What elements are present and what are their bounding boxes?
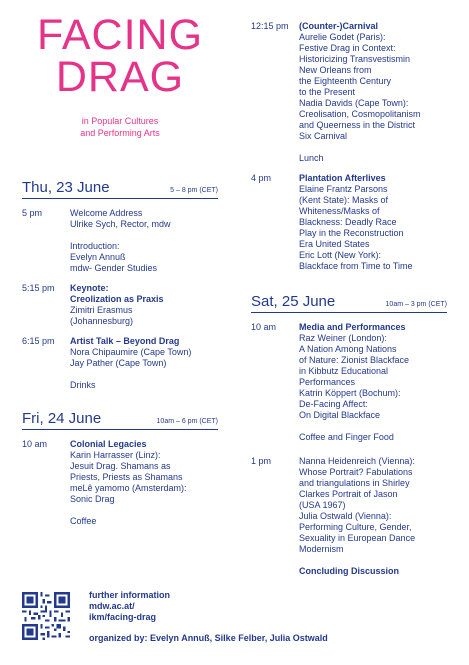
session-title: (Counter-)Carnival [299,21,379,31]
qr-code-icon[interactable] [22,592,70,640]
session-body [299,322,447,443]
day-title: Thu, 23 June [22,179,110,196]
session-title: Media and Performances [299,322,406,332]
day-hours: 5 – 8 pm (CET) [170,187,218,194]
subtitle-line-2: and Performing Arts [80,128,160,138]
time-label: 6:15 pm [22,336,55,346]
line: meLê yamomo (Amsterdam): [70,483,187,493]
line: Aurelie Godet (Paris): [299,32,386,42]
time-label: 4 pm [251,173,272,183]
line: the Eighteenth Century [299,76,392,86]
subtitle [20,115,220,139]
time-label: 5:15 pm [22,283,55,293]
left-column [22,180,218,527]
line: Julia Ostwald (Vienna): [299,511,392,521]
day-header-fri [22,411,218,430]
schedule-row [251,322,447,443]
schedule-row [22,336,218,391]
day-title: Sat, 25 June [251,293,336,310]
line: Blackness: Deadly Race [299,217,397,227]
line: (Kent State): Masks of [299,195,389,205]
further-information [89,590,170,623]
line: Festive Drag in Context: [299,43,396,53]
session-body [70,336,218,391]
line: Creolisation, Cosmopolitanism [299,109,421,119]
line: On Digital Blackface [299,410,381,420]
session-body [299,456,447,577]
time-label: 1 pm [251,456,272,466]
line: Nora Chipaumire (Cape Town) [70,347,192,357]
line: Modernism [299,544,344,554]
line: of Nature: Zionist Blackface [299,355,410,365]
line: and triangulations in Shirley [299,478,410,488]
schedule-row [251,173,447,272]
line: in Kibbutz Educational [299,366,389,376]
line: De-Facing Affect: [299,399,368,409]
line: Welcome Address [70,208,143,218]
further-link-path[interactable]: ikm/facing-drag [89,612,157,622]
line: Evelyn Annuß [70,252,126,262]
day-hours: 10am – 3 pm (CET) [385,301,447,308]
line: Eric Lott (New York): [299,250,382,260]
schedule-row [22,439,218,527]
session-body [299,173,447,272]
line: Jay Pather (Cape Town) [70,358,167,368]
line: Drinks [70,380,96,390]
line: Sonic Drag [70,494,115,504]
day-header-thu [22,180,218,199]
line: Elaine Frantz Parsons [299,184,388,194]
session-title: Colonial Legacies [70,439,147,449]
session-title: Plantation Afterlives [299,173,386,183]
day-title: Fri, 24 June [22,410,102,427]
line: (Johannesburg) [70,316,134,326]
line: to the Present [299,87,356,97]
line: Nanna Heidenreich (Vienna): [299,456,415,466]
time-label: 10 am [22,439,48,449]
line: Zimitri Erasmus [70,305,133,315]
session-body [70,283,218,327]
line: New Orleans from [299,65,372,75]
line: Introduction: [70,241,120,251]
title-line-2: DRAG [55,53,185,101]
session-body [299,21,447,164]
line: Sexuality in European Dance [299,533,416,543]
line: Blackface from Time to Time [299,261,413,271]
line: Clarkes Portrait of Jason [299,489,398,499]
line: (USA 1967) [299,500,346,510]
session-body [70,439,218,527]
subtitle-line-1: in Popular Cultures [81,116,159,126]
line: Whiteness/Masks of [299,206,380,216]
line: Karin Harrasser (Linz): [70,450,161,460]
line: mdw- Gender Studies [70,263,158,273]
time-label: 5 pm [22,208,43,218]
line: and Queerness in the District [299,120,416,130]
line: Priests, Priests as Shamans [70,472,183,482]
further-label: further information [89,590,170,600]
line: Performances [299,377,356,387]
time-label: 12:15 pm [251,21,289,31]
line: Historicizing Transvestismin [299,54,411,64]
day-hours: 10am – 6 pm (CET) [156,418,218,425]
line: Lunch [299,153,324,163]
session-title: Concluding Discussion [299,566,400,576]
schedule-row [22,208,218,274]
page-title [20,11,220,101]
line: A Nation Among Nations [299,344,397,354]
line: Raz Weiner (London): [299,333,387,343]
further-link[interactable]: mdw.ac.at/ [89,601,135,611]
line: Katrin Köppert (Bochum): [299,388,401,398]
line: Ulrike Sych, Rector, mdw [70,219,171,229]
session-title: Artist Talk – Beyond Drag [70,336,180,346]
line: Play in the Reconstruction [299,228,404,238]
line: Whose Portrait? Fabulations [299,467,413,477]
organized-by: organized by: Evelyn Annuß, Silke Felber, Julia Ostwald [89,633,328,643]
session-title: Creolization as Praxis [70,294,164,304]
line: Coffee and Finger Food [299,432,394,442]
line: Jesuit Drag. Shamans as [70,461,171,471]
line: Coffee [70,516,97,526]
line: Era United States [299,239,370,249]
line: Six Carnival [299,131,348,141]
session-title: Keynote: [70,283,109,293]
schedule-row [22,283,218,327]
title-line-1: FACING [36,11,204,59]
schedule-row [251,21,447,164]
day-header-sat [251,294,447,313]
line: Performing Culture, Gender, [299,522,412,532]
right-column [251,13,447,577]
session-body [70,208,218,274]
time-label: 10 am [251,322,277,332]
line: Nadia Davids (Cape Town): [299,98,409,108]
schedule-row [251,456,447,577]
